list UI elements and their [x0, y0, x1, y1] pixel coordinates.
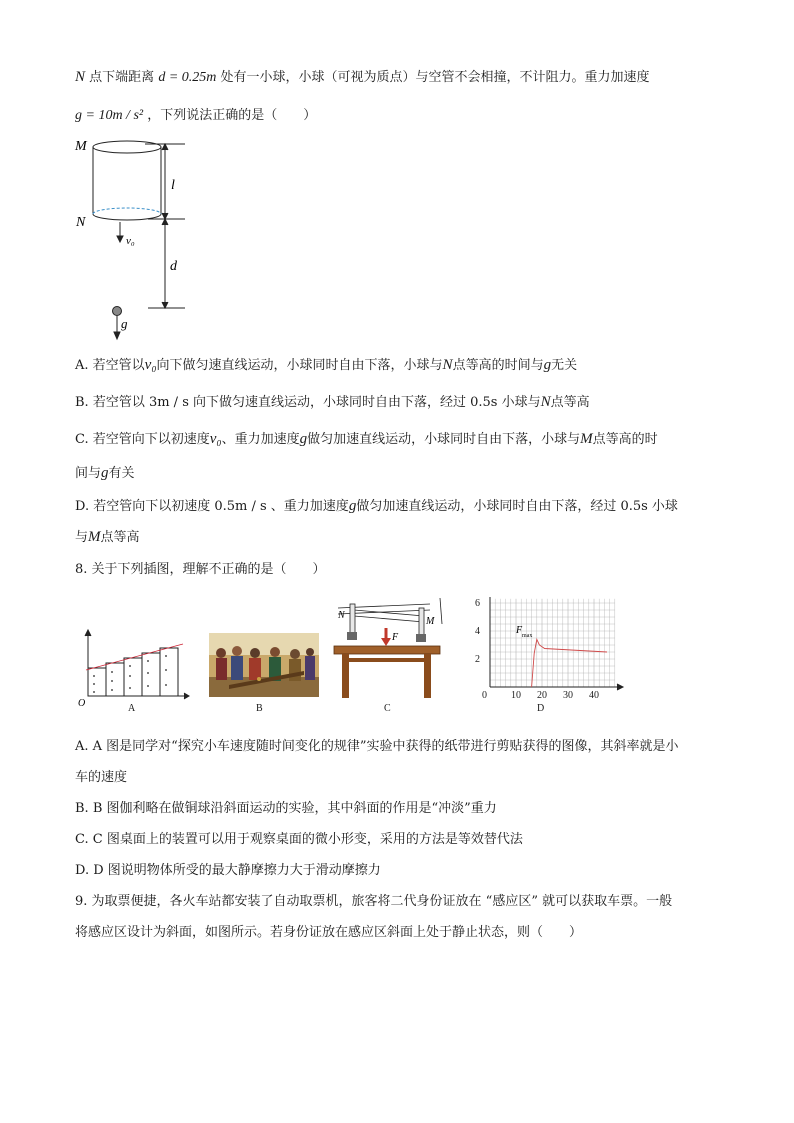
- text-segment: 点等高的时: [592, 432, 658, 447]
- text-segment: 点等高: [550, 395, 590, 410]
- label-v0: v₀: [126, 235, 135, 247]
- option-7D: [75, 495, 678, 515]
- figure-C-table-deformation: [330, 596, 450, 700]
- tube-figure: [70, 132, 210, 347]
- question-8-stem: 8. 关于下列插图，理解不正确的是（ ）: [75, 562, 326, 577]
- text-segment: 处有一小球，小球（可视为质点）与空管不会相撞，不计阻力。重力加速度: [220, 70, 650, 85]
- caption-B: B: [256, 703, 263, 714]
- var-g: g: [101, 465, 109, 481]
- text-segment: 有关: [108, 466, 135, 481]
- fmax-label: F: [516, 625, 523, 636]
- option-7D-cont: [75, 526, 140, 546]
- label-F: F: [392, 632, 399, 643]
- text-segment: 无关: [551, 358, 578, 373]
- text-segment: ，下列说法正确的是（ ）: [147, 108, 317, 123]
- fmax-subscript: max: [522, 633, 533, 639]
- tube-top: [93, 141, 161, 153]
- label-d: d: [170, 259, 177, 274]
- y-tick-label: 6: [475, 598, 480, 609]
- text-segment: C. 若空管向下以初速度: [75, 432, 210, 447]
- question-9-line-1: 9. 为取票便捷，各火车站都安装了自动取票机，旅客将二代身份证放在 “感应区” 就可以获取车票。一般: [75, 894, 673, 909]
- option-8A: A. A 图是同学对“探究小车速度随时间变化的规律”实验中获得的纸带进行剪贴获得的图像，其斜率就是小: [75, 739, 679, 754]
- equation-d: d = 0.25m: [158, 70, 217, 85]
- figure-D-friction-chart: [470, 593, 630, 701]
- text-segment: 点等高的时间与: [452, 358, 544, 373]
- var-M: M: [580, 431, 593, 447]
- x-tick-label: 40: [589, 690, 599, 701]
- text-segment: 点等高: [100, 530, 140, 545]
- x-tick-label: 30: [563, 690, 573, 701]
- text-segment: 做匀加速直线运动，小球同时自由下落，小球与: [307, 432, 581, 447]
- figure-A-tape-chart: [78, 628, 193, 710]
- label-N: N: [338, 610, 345, 621]
- text-segment: 做匀加速直线运动，小球同时自由下落，经过 0.5s 小球: [356, 499, 678, 514]
- label-l: l: [171, 178, 175, 193]
- option-8C: C. C 图桌面上的装置可以用于观察桌面的微小形变，采用的方法是等效替代法: [75, 832, 523, 847]
- text-segment: 点下端距离: [89, 70, 155, 85]
- caption-C: C: [384, 703, 391, 714]
- option-7A: [75, 354, 577, 374]
- text-segment: D. 若空管向下以初速度 0.5m / s 、重力加速度: [75, 499, 349, 514]
- figure-B-galileo-painting: [209, 633, 319, 697]
- question-9-line-2: 将感应区设计为斜面，如图所示。若身份证放在感应区斜面上处于静止状态，则（ ）: [75, 925, 583, 940]
- var-g: g: [543, 357, 552, 373]
- y-tick-label: 4: [475, 626, 480, 637]
- intro-line-1: [75, 66, 650, 86]
- intro-line-2: [75, 104, 316, 124]
- origin-label: O: [78, 698, 86, 709]
- ball: [113, 307, 122, 316]
- option-7C: [75, 428, 658, 448]
- x-tick-label: 20: [537, 690, 547, 701]
- var-g: g: [299, 431, 308, 447]
- x-tick-label: 0: [482, 690, 487, 701]
- var-N: N: [75, 69, 86, 85]
- text-segment: 向下做匀速直线运动，小球同时自由下落，小球与: [156, 358, 443, 373]
- text-segment: 与: [75, 530, 89, 545]
- text-segment: A. 若空管以: [75, 358, 145, 373]
- text-segment: 、重力加速度: [221, 432, 300, 447]
- option-8D: D. D 图说明物体所受的最大静摩擦力大于滑动摩擦力: [75, 863, 381, 878]
- var-g: g: [348, 498, 357, 514]
- label-M: M: [426, 616, 435, 627]
- var-v0: v₀: [209, 431, 222, 447]
- option-7B: [75, 391, 590, 411]
- option-8B: B. B 图伽利略在做铜球沿斜面运动的实验，其中斜面的作用是“冲淡”重力: [75, 801, 497, 816]
- text-segment: 间与: [75, 466, 102, 481]
- var-N: N: [442, 357, 453, 373]
- label-M: M: [75, 139, 87, 154]
- equation-g: g = 10m / s²: [75, 108, 144, 123]
- option-7C-cont: [75, 462, 135, 482]
- y-tick-label: 2: [475, 654, 480, 665]
- option-8A-cont: 车的速度: [75, 770, 128, 785]
- x-tick-label: 10: [511, 690, 521, 701]
- var-v0: v₀: [144, 357, 157, 373]
- var-M: M: [88, 529, 101, 545]
- caption-D: D: [537, 703, 545, 714]
- var-N: N: [540, 394, 551, 410]
- label-N: N: [76, 215, 86, 230]
- caption-A: A: [128, 703, 136, 714]
- label-g: g: [121, 316, 128, 331]
- text-segment: B. 若空管以 3m / s 向下做匀速直线运动，小球同时自由下落，经过 0.5s 小球与: [75, 395, 541, 410]
